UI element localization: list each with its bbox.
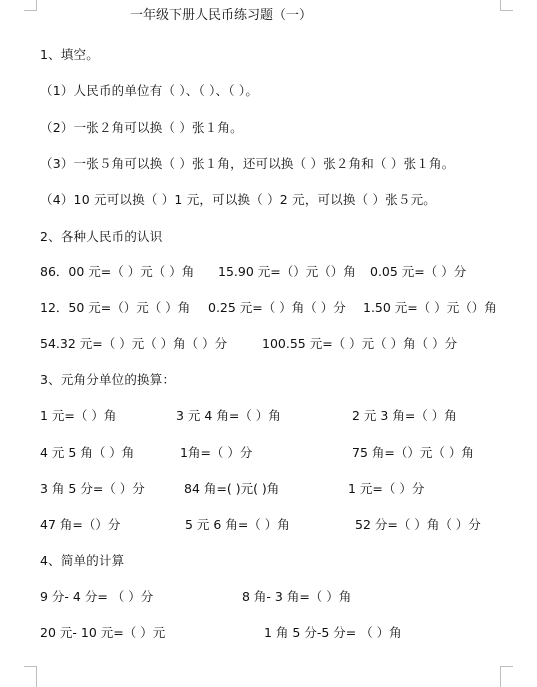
section-2-row-3	[0, 335, 537, 353]
section-3-row-3	[0, 480, 537, 498]
exercise-4-2-1: 20 元- 10 元=（ ）元	[40, 625, 166, 640]
question-1-2: （2）一张２角可以换（ ）张１角。	[40, 120, 243, 135]
exercise-3-2-2: 1角=（ ）分	[180, 445, 253, 460]
exercise-3-4-2: 5 元 6 角=（ ）角	[185, 517, 290, 532]
exercise-4-1-1: 9 分- 4 分= （ ）分	[40, 589, 154, 604]
section-4-row-2	[0, 624, 537, 642]
exercise-4-1-2: 8 角- 3 角=（ ）角	[242, 589, 352, 604]
crop-mark-bottom-right	[500, 666, 513, 687]
page-title: 一年级下册人民币练习题（一）	[130, 8, 313, 23]
exercise-2-1-2: 15.90 元=（）元（）角	[218, 264, 356, 279]
exercise-4-2-2: 1 角 5 分-5 分= （ ）角	[264, 625, 402, 640]
section-2-row-2	[0, 299, 537, 317]
exercise-2-1-3: 0.05 元=（ ）分	[370, 264, 467, 279]
exercise-3-2-3: 75 角=（）元（ ）角	[352, 445, 474, 460]
question-1-1: （1）人民币的单位有（ ）、（ ）、（ ）。	[40, 83, 259, 98]
exercise-2-2-1: 12．50 元=（）元（ ）角	[40, 300, 191, 315]
exercise-3-1-1: 1 元=（ ）角	[40, 408, 117, 423]
section-3-row-1	[0, 407, 537, 425]
exercise-3-4-3: 52 分=（ ）角（ ）分	[355, 517, 481, 532]
section-4-row-1	[0, 588, 537, 606]
section-1-heading: 1、填空。	[40, 47, 99, 62]
exercise-2-1-1: 86．00 元=（ ）元（ ）角	[40, 264, 195, 279]
exercise-2-3-1: 54.32 元=（ ）元（ ）角（ ）分	[40, 336, 228, 351]
crop-mark-top-left	[24, 0, 37, 11]
section-3-row-4	[0, 516, 537, 534]
exercise-3-1-2: 3 元 4 角=（ ）角	[176, 408, 281, 423]
exercise-2-2-3: 1.50 元=（ ）元（）角	[363, 300, 497, 315]
exercise-3-3-3: 1 元=（ ）分	[348, 481, 425, 496]
exercise-3-2-1: 4 元 5 角（ ）角	[40, 445, 135, 460]
crop-mark-top-right	[500, 0, 513, 11]
exercise-3-3-1: 3 角 5 分=（ ）分	[40, 481, 145, 496]
exercise-3-4-1: 47 角=（）分	[40, 517, 121, 532]
crop-mark-bottom-left	[24, 666, 37, 687]
question-1-4: （4）10 元可以换（ ）1 元，可以换（ ）2 元，可以换（ ）张５元。	[40, 192, 437, 207]
section-2-heading: 2、各种人民币的认识	[40, 229, 163, 244]
section-4-heading: 4、简单的计算	[40, 553, 125, 568]
exercise-3-1-3: 2 元 3 角=（ ）角	[352, 408, 457, 423]
section-2-row-1	[0, 263, 537, 281]
exercise-3-3-2: 84 角=( )元( )角	[184, 481, 280, 496]
section-3-row-2	[0, 444, 537, 462]
exercise-2-3-2: 100.55 元=（ ）元（ ）角（ ）分	[262, 336, 458, 351]
section-3-heading: 3、元角分单位的换算：	[40, 372, 176, 387]
question-1-3: （3）一张５角可以换（ ）张１角，还可以换（ ）张２角和（ ）张１角。	[40, 156, 455, 171]
exercise-2-2-2: 0.25 元=（ ）角（ ）分	[208, 300, 346, 315]
